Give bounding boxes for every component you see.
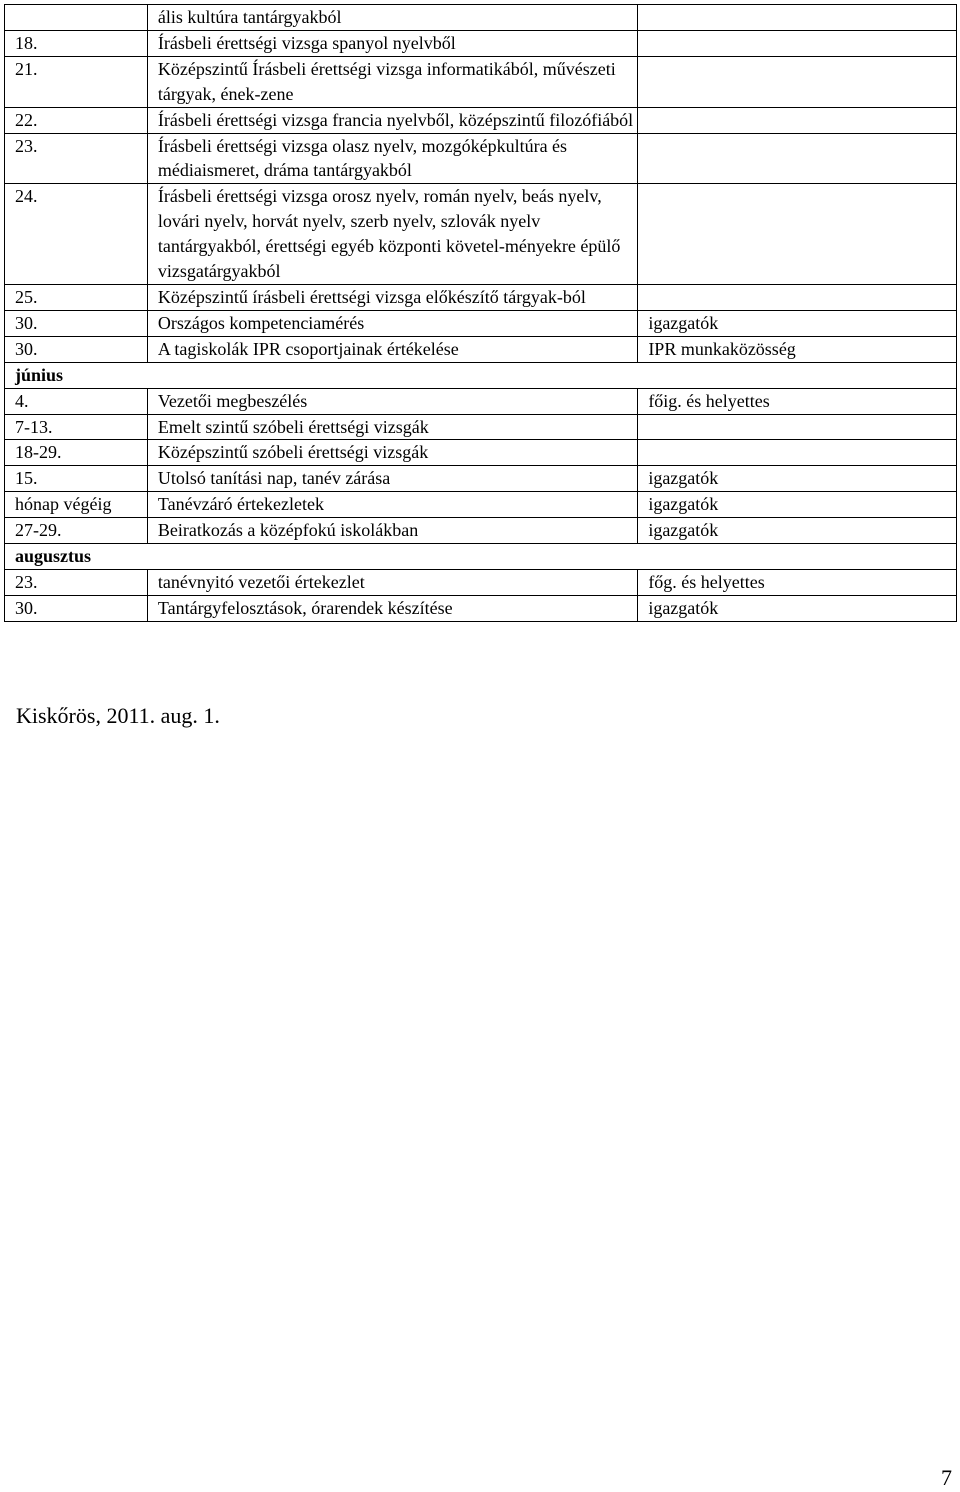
table-row — [5, 107, 957, 133]
event-cell: Emelt szintű szóbeli érettségi vizsgák — [147, 414, 637, 440]
date-cell: 15. — [5, 466, 148, 492]
responsible-cell — [638, 184, 957, 285]
date-cell: 22. — [5, 107, 148, 133]
table-row — [5, 569, 957, 595]
month-header-row — [5, 362, 957, 388]
responsible-cell — [638, 5, 957, 31]
event-cell: Beiratkozás a középfokú iskolákban — [147, 518, 637, 544]
date-cell: 30. — [5, 336, 148, 362]
date-cell: 7-13. — [5, 414, 148, 440]
responsible-cell: igazgatók — [638, 492, 957, 518]
event-cell: Középszintű írásbeli érettségi vizsga előkészítő tárgyak-ból — [147, 284, 637, 310]
event-cell: Tantárgyfelosztások, órarendek készítése — [147, 595, 637, 621]
event-cell: A tagiskolák IPR csoportjainak értékelése — [147, 336, 637, 362]
responsible-cell — [638, 133, 957, 184]
event-cell: Írásbeli érettségi vizsga orosz nyelv, román nyelv, beás nyelv, lovári nyelv, horvát nyelv, szerb nyelv, szlovák nyelv tantárgyakból, érettségi egyéb központi követel-ményekre épülő vizsgatárgyakból — [147, 184, 637, 285]
date-cell: hónap végéig — [5, 492, 148, 518]
responsible-cell: igazgatók — [638, 466, 957, 492]
responsible-cell — [638, 440, 957, 466]
date-cell: 30. — [5, 595, 148, 621]
date-cell: 24. — [5, 184, 148, 285]
event-cell: Írásbeli érettségi vizsga francia nyelvből, középszintű filozófiából — [147, 107, 637, 133]
table-row — [5, 30, 957, 56]
date-cell: 18-29. — [5, 440, 148, 466]
date-cell: 27-29. — [5, 518, 148, 544]
schedule-table — [4, 4, 957, 622]
date-cell: 4. — [5, 388, 148, 414]
month-header-row — [5, 544, 957, 570]
responsible-cell: főg. és helyettes — [638, 569, 957, 595]
table-row — [5, 466, 957, 492]
table-row — [5, 133, 957, 184]
table-row — [5, 284, 957, 310]
table-row — [5, 388, 957, 414]
table-row — [5, 414, 957, 440]
responsible-cell: igazgatók — [638, 310, 957, 336]
event-cell: Középszintű szóbeli érettségi vizsgák — [147, 440, 637, 466]
table-row — [5, 184, 957, 285]
event-cell: Utolsó tanítási nap, tanév zárása — [147, 466, 637, 492]
event-cell: ális kultúra tantárgyakból — [147, 5, 637, 31]
responsible-cell — [638, 284, 957, 310]
event-cell: tanévnyitó vezetői értekezlet — [147, 569, 637, 595]
event-cell: Középszintű Írásbeli érettségi vizsga informatikából, művészeti tárgyak, ének-zene — [147, 56, 637, 107]
responsible-cell: igazgatók — [638, 595, 957, 621]
date-cell — [5, 5, 148, 31]
date-cell: 30. — [5, 310, 148, 336]
event-cell: Tanévzáró értekezletek — [147, 492, 637, 518]
responsible-cell: IPR munkaközösség — [638, 336, 957, 362]
date-cell: 21. — [5, 56, 148, 107]
table-row — [5, 492, 957, 518]
responsible-cell — [638, 414, 957, 440]
responsible-cell: igazgatók — [638, 518, 957, 544]
date-cell: 23. — [5, 133, 148, 184]
responsible-cell — [638, 56, 957, 107]
table-row — [5, 336, 957, 362]
page-number: 7 — [941, 1465, 952, 1490]
table-row — [5, 56, 957, 107]
table-row — [5, 440, 957, 466]
event-cell: Országos kompetenciamérés — [147, 310, 637, 336]
responsible-cell: főig. és helyettes — [638, 388, 957, 414]
table-row — [5, 595, 957, 621]
responsible-cell — [638, 30, 957, 56]
event-cell: Írásbeli érettségi vizsga olasz nyelv, mozgóképkultúra és médiaismeret, dráma tantárgyakból — [147, 133, 637, 184]
month-label: június — [5, 362, 957, 388]
table-row — [5, 518, 957, 544]
event-cell: Írásbeli érettségi vizsga spanyol nyelvből — [147, 30, 637, 56]
event-cell: Vezetői megbeszélés — [147, 388, 637, 414]
date-cell: 25. — [5, 284, 148, 310]
table-row — [5, 310, 957, 336]
table-row — [5, 5, 957, 31]
month-label: augusztus — [5, 544, 957, 570]
place-and-date: Kiskőrös, 2011. aug. 1. — [16, 703, 220, 728]
date-cell: 18. — [5, 30, 148, 56]
date-cell: 23. — [5, 569, 148, 595]
schedule-table-body — [5, 5, 957, 622]
responsible-cell — [638, 107, 957, 133]
